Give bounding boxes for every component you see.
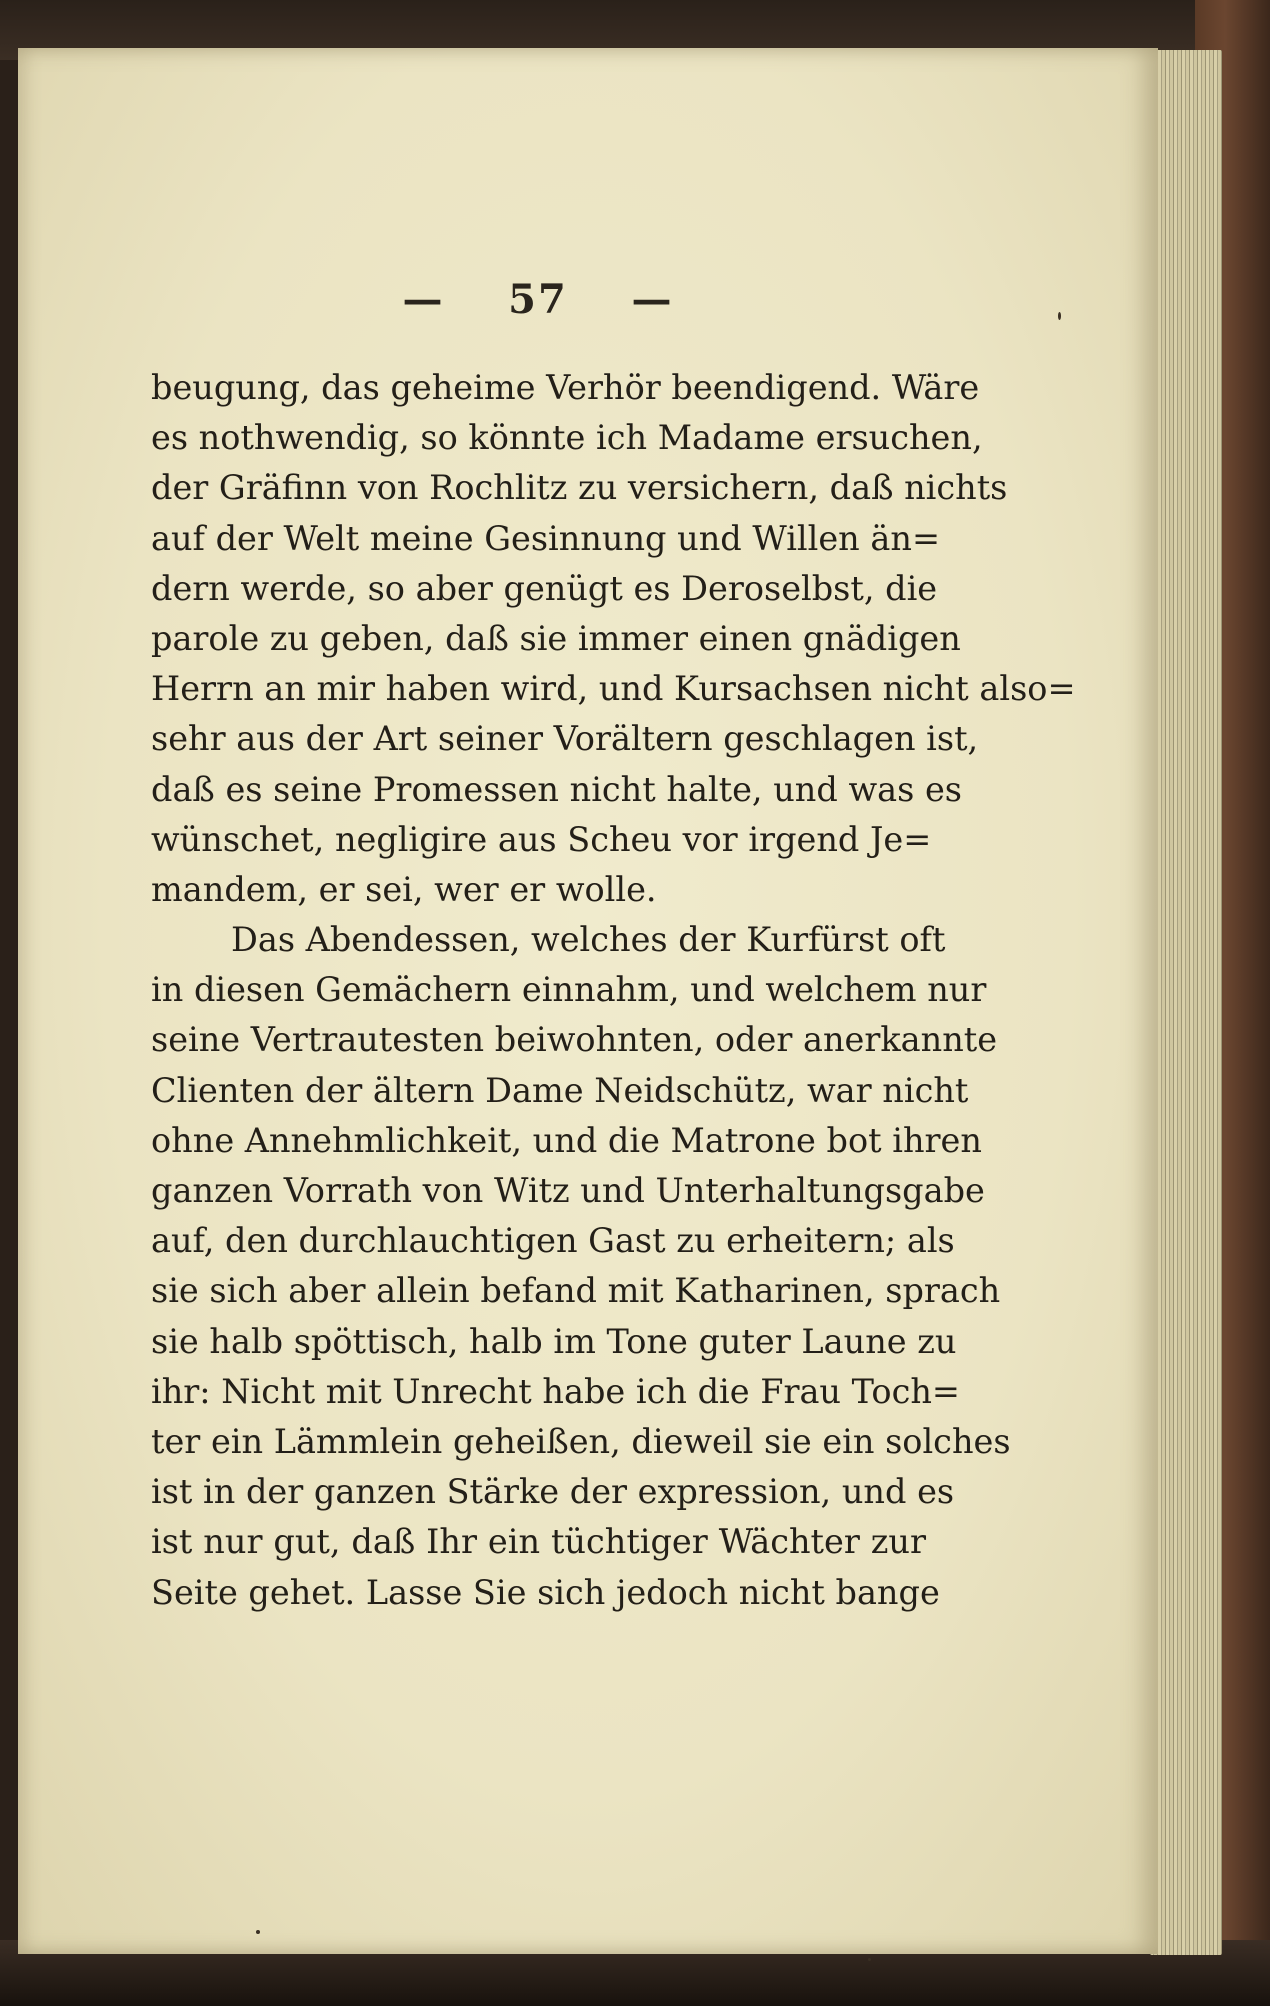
- text-line: ist in der ganzen Stärke der expression, und es: [151, 1472, 955, 1512]
- page-body-text: [151, 363, 1076, 1618]
- text-line: ter ein Lämmlein geheißen, dieweil sie ein solches: [151, 1421, 1011, 1461]
- text-line: parole zu geben, daß sie immer einen gnädigen: [151, 618, 961, 658]
- paper-speck: [1058, 312, 1061, 320]
- text-line: auf, den durchlauchtigen Gast zu erheitern; als: [151, 1221, 955, 1261]
- text-line: Herrn an mir haben wird, und Kursachsen nicht also=: [151, 669, 1076, 709]
- text-line: Das Abendessen, welches der Kurfürst oft: [231, 920, 946, 960]
- text-line: seine Vertrautesten beiwohnten, oder anerkannte: [151, 1020, 998, 1060]
- text-line: mandem, er sei, wer er wolle.: [151, 869, 657, 909]
- text-line: ihr: Nicht mit Unrecht habe ich die Frau Toch=: [151, 1371, 960, 1411]
- text-line: Seite gehet. Lasse Sie sich jedoch nicht bange: [151, 1572, 940, 1612]
- text-line: wünschet, negligire aus Scheu vor irgend Je=: [151, 819, 932, 859]
- book-page: [18, 48, 1158, 1954]
- text-line: dern werde, so aber genügt es Deroselbst, die: [151, 568, 938, 608]
- text-line: beugung, das geheime Verhör beendigend. Wäre: [151, 368, 980, 407]
- page-number-dash-left: —: [402, 276, 445, 323]
- text-line: der Gräfinn von Rochlitz zu versichern, daß nichts: [151, 468, 1008, 508]
- text-line: Clienten der ältern Dame Neidschütz, war nicht: [151, 1070, 969, 1110]
- paper-speck: [868, 1958, 871, 1961]
- text-line: in diesen Gemächern einnahm, und welchem nur: [151, 970, 987, 1010]
- text-line: ganzen Vorrath von Witz und Unterhaltungsgabe: [151, 1171, 985, 1210]
- text-line: sie halb spöttisch, halb im Tone guter Laune zu: [151, 1321, 957, 1361]
- page-number: 57: [508, 276, 568, 323]
- text-line: daß es seine Promessen nicht halte, und was es: [151, 769, 962, 809]
- page-number-dash-right: —: [631, 276, 674, 323]
- page-edges: [1150, 50, 1222, 1955]
- page-number-header: [388, 276, 688, 323]
- text-line: sehr aus der Art seiner Vorältern geschlagen ist,: [151, 719, 979, 759]
- text-line: ohne Annehmlichkeit, und die Matrone bot ihren: [151, 1120, 982, 1160]
- text-line: ist nur gut, daß Ihr ein tüchtiger Wächter zur: [151, 1522, 926, 1562]
- text-line: auf der Welt meine Gesinnung und Willen än=: [151, 518, 941, 558]
- paper-speck: [256, 1930, 260, 1934]
- text-line: es nothwendig, so könnte ich Madame ersuchen,: [151, 418, 983, 458]
- text-line: sie sich aber allein befand mit Katharinen, sprach: [151, 1271, 1001, 1311]
